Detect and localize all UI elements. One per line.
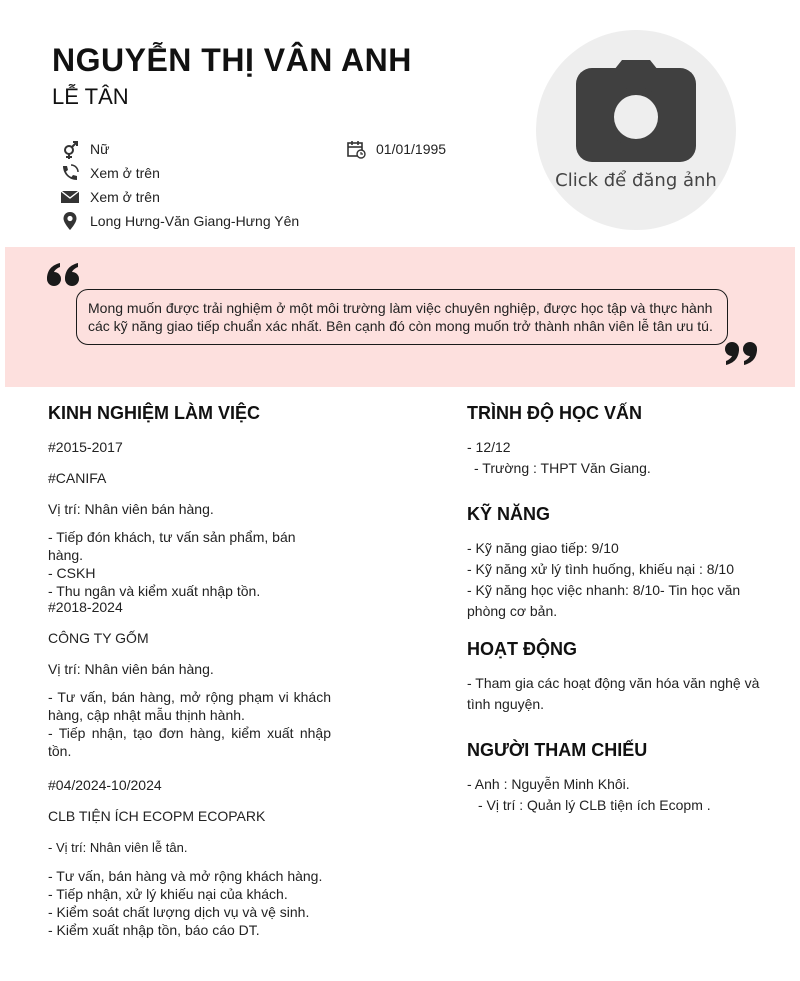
job-company: #CANIFA <box>48 470 107 486</box>
skill-item: - Kỹ năng học việc nhanh: 8/10- Tin học văn phòng cơ bản. <box>467 582 741 619</box>
activities-list <box>467 673 767 715</box>
gender-row <box>60 139 109 159</box>
email-value: Xem ở trên <box>90 189 160 205</box>
calendar-icon <box>346 139 366 159</box>
activities-heading: HOẠT ĐỘNG <box>467 639 577 659</box>
job-duties <box>48 688 331 760</box>
birthdate-row <box>346 139 446 159</box>
map-pin-icon <box>60 211 80 231</box>
job-duties <box>48 867 348 939</box>
skill-item: - Kỹ năng xử lý tình huống, khiếu nại : 8/10 <box>467 561 734 577</box>
job-duties <box>48 528 332 600</box>
references-heading: NGƯỜI THAM CHIẾU <box>467 740 648 760</box>
job-company: CÔNG TY GỐM <box>48 630 149 646</box>
education-heading: TRÌNH ĐỘ HỌC VẤN <box>467 403 642 423</box>
email-row <box>60 187 160 207</box>
address-row <box>60 211 299 231</box>
duty-item: - Thu ngân và kiểm xuất nhập tồn. <box>48 583 261 599</box>
job-period: #2018-2024 <box>48 599 123 615</box>
references-list <box>467 774 767 816</box>
close-quote-icon <box>722 338 758 368</box>
camera-icon <box>576 58 696 164</box>
address-value: Long Hưng-Văn Giang-Hưng Yên <box>90 213 300 229</box>
skill-item: - Kỹ năng giao tiếp: 9/10 <box>467 540 619 556</box>
duty-item: - Kiểm soát chất lượng dịch vụ và vệ sinh. <box>48 904 310 920</box>
birthdate-value: 01/01/1995 <box>376 141 447 157</box>
duty-item: - Tiếp đón khách, tư vấn sản phẩm, bán hàng. <box>48 529 296 563</box>
phone-row <box>60 163 160 183</box>
duty-item: - Tiếp nhận, tạo đơn hàng, kiểm xuất nhập tồn. <box>48 725 331 759</box>
job-period: #2015-2017 <box>48 439 123 455</box>
gender-value: Nữ <box>90 141 110 157</box>
open-quote-icon <box>46 260 82 290</box>
duty-item: - CSKH <box>48 565 96 581</box>
activity-item: - Tham gia các hoạt động văn hóa văn nghệ và tình nguyện. <box>467 675 760 712</box>
reference-item: - Anh : Nguyễn Minh Khôi. <box>467 776 630 792</box>
job-position: Vị trí: Nhân viên bán hàng. <box>48 661 214 677</box>
duty-item: - Tiếp nhận, xử lý khiếu nại của khách. <box>48 886 288 902</box>
phone-value: Xem ở trên <box>90 165 160 181</box>
education-line: - Trường : THPT Văn Giang. <box>474 460 651 476</box>
education-line: - 12/12 <box>467 439 511 455</box>
photo-upload[interactable] <box>536 30 736 230</box>
skills-heading: KỸ NĂNG <box>467 504 551 524</box>
cv-job-title: LỄ TÂN <box>52 84 129 109</box>
job-period: #04/2024-10/2024 <box>48 777 162 793</box>
duty-item: - Kiểm xuất nhập tồn, báo cáo DT. <box>48 922 260 938</box>
job-company: CLB TIỆN ÍCH ECOPM ECOPARK <box>48 808 266 824</box>
envelope-icon <box>60 187 80 207</box>
reference-item: - Vị trí : Quản lý CLB tiện ích Ecopm . <box>478 797 711 813</box>
duty-item: - Tư vấn, bán hàng và mở rộng khách hàng. <box>48 868 323 884</box>
career-objective: Mong muốn được trải nghiệm ở một môi trường làm việc chuyên nghiệp, được học tập và thực hành các kỹ năng giao tiếp chuẩn xác nhất. Bên cạnh đó còn mong muốn trở thành nhân viên lễ tân ưu tú. <box>76 289 728 345</box>
job-position: - Vị trí: Nhân viên lễ tân. <box>48 840 188 855</box>
education-details <box>467 437 651 479</box>
gender-icon <box>60 139 80 159</box>
experience-heading: KINH NGHIỆM LÀM VIỆC <box>48 403 261 423</box>
cv-name: NGUYỄN THỊ VÂN ANH <box>52 42 412 78</box>
photo-upload-label: Click để đăng ảnh <box>555 170 717 191</box>
phone-icon <box>60 163 80 183</box>
job-position: Vị trí: Nhân viên bán hàng. <box>48 501 214 517</box>
duty-item: - Tư vấn, bán hàng, mở rộng phạm vi khách hàng, cập nhật mẫu thịnh hành. <box>48 689 331 723</box>
skills-list <box>467 538 767 622</box>
